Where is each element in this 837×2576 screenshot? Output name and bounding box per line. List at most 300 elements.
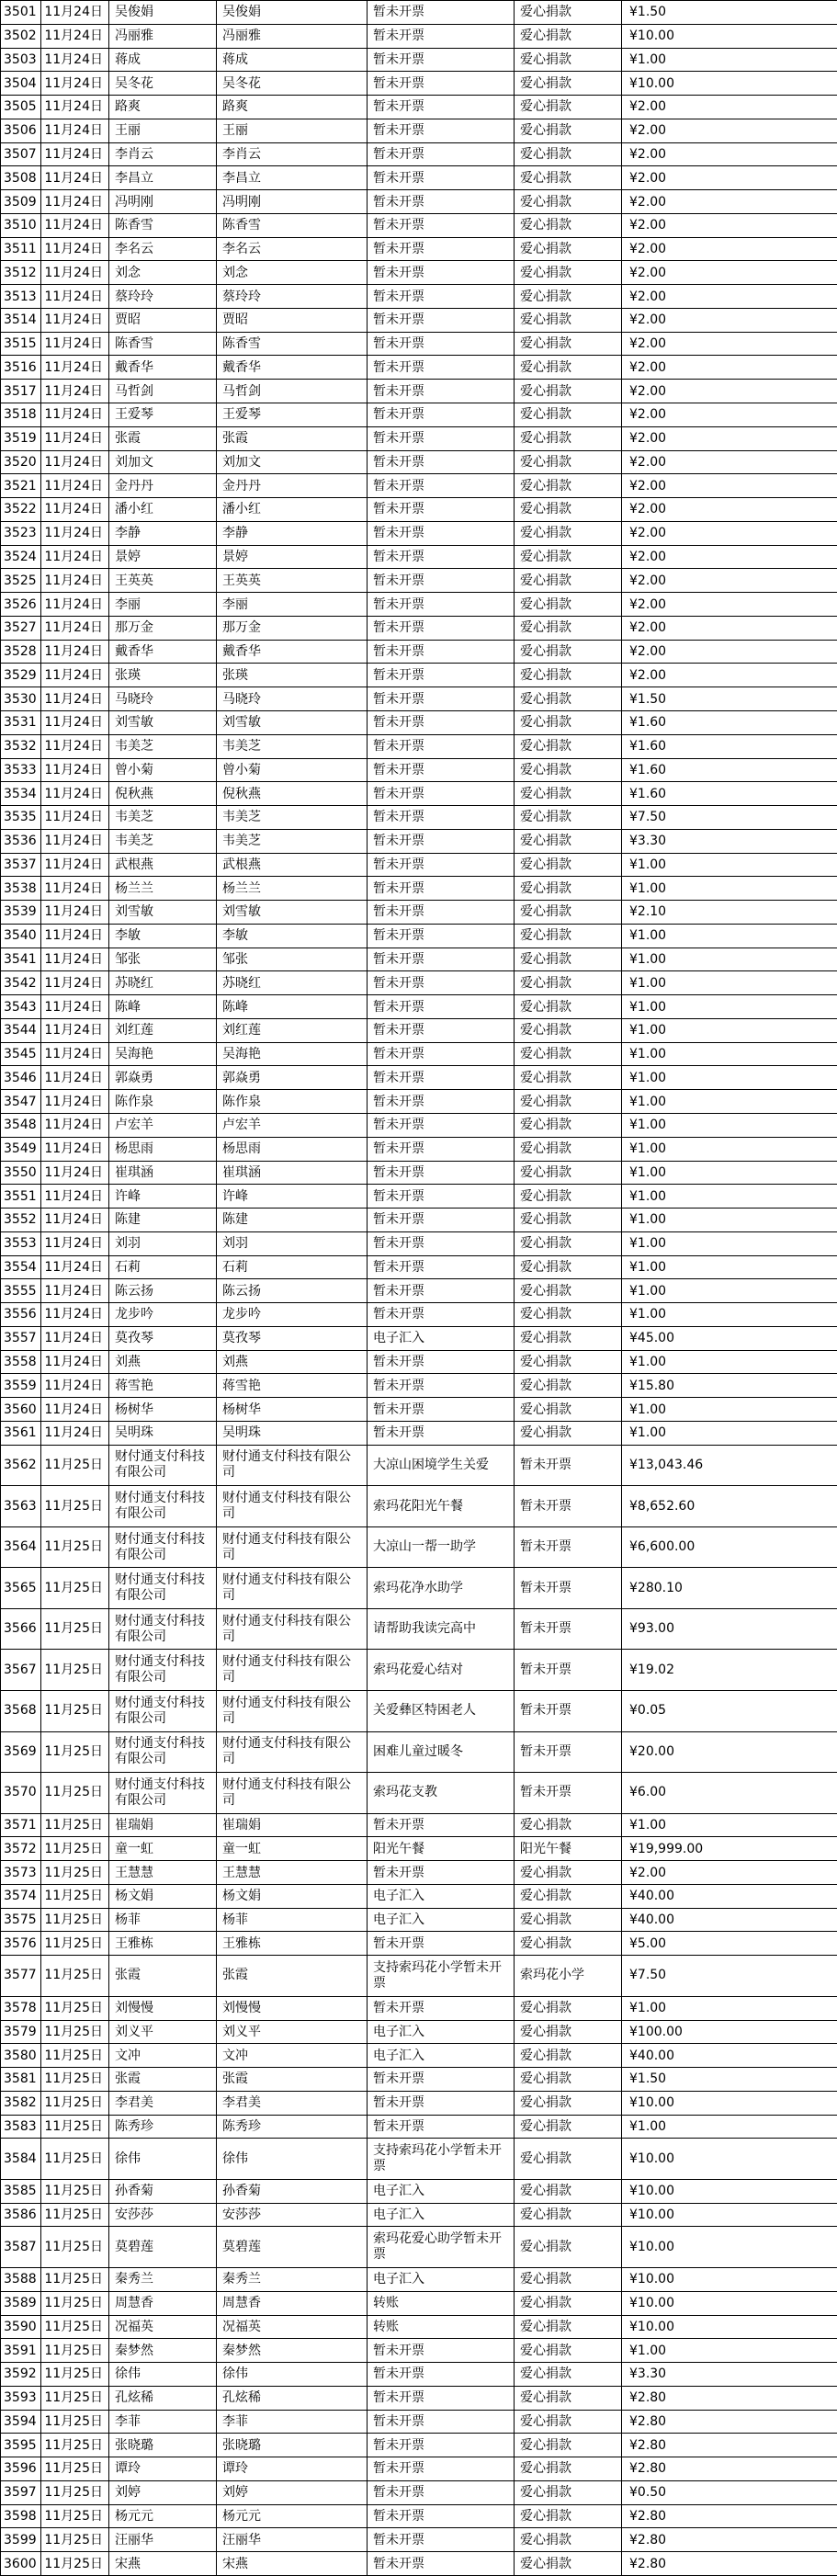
purpose-cell: 爱心捐款	[515, 285, 622, 309]
serial-number-cell: 3546	[1, 1066, 41, 1090]
serial-number-cell: 3558	[1, 1350, 41, 1374]
date-cell: 11月25日	[41, 1956, 109, 1997]
purpose-cell: 暂未开票	[515, 1486, 622, 1527]
purpose-cell: 爱心捐款	[515, 2068, 622, 2092]
amount-cell: ¥40.00	[622, 1884, 837, 1908]
invoice-status-cell: 暂未开票	[368, 1018, 515, 1042]
payer-name-cell: 王爱琴	[217, 403, 368, 427]
amount-cell: ¥2.00	[622, 308, 837, 332]
table-row	[1, 616, 837, 640]
invoice-status-cell: 暂未开票	[368, 2410, 515, 2434]
purpose-cell: 爱心捐款	[515, 308, 622, 332]
invoice-status-cell: 大凉山一帮一助学	[368, 1526, 515, 1568]
table-row	[1, 2386, 837, 2410]
invoice-status-cell: 暂未开票	[368, 901, 515, 925]
invoice-status-cell: 暂未开票	[368, 1861, 515, 1885]
date-cell: 11月24日	[41, 877, 109, 901]
invoice-status-cell: 电子汇入	[368, 1326, 515, 1350]
invoice-status-cell: 暂未开票	[368, 782, 515, 806]
purpose-cell: 爱心捐款	[515, 2267, 622, 2291]
amount-cell: ¥3.30	[622, 829, 837, 853]
serial-number-cell: 3549	[1, 1137, 41, 1161]
serial-number-cell: 3543	[1, 995, 41, 1019]
table-row	[1, 1042, 837, 1066]
donor-name-cell: 张瑛	[109, 664, 217, 687]
donor-name-cell: 韦美芝	[109, 806, 217, 830]
amount-cell: ¥8,652.60	[622, 1486, 837, 1527]
payer-name-cell: 安莎莎	[217, 2203, 368, 2227]
donor-name-cell: 秦梦然	[109, 2339, 217, 2363]
invoice-status-cell: 暂未开票	[368, 521, 515, 545]
serial-number-cell: 3589	[1, 2291, 41, 2315]
purpose-cell: 爱心捐款	[515, 72, 622, 96]
donor-name-cell: 孙香菊	[109, 2179, 217, 2203]
invoice-status-cell: 暂未开票	[368, 190, 515, 214]
donor-name-cell: 李敏	[109, 924, 217, 948]
table-row	[1, 1066, 837, 1090]
date-cell: 11月25日	[41, 2528, 109, 2552]
donor-name-cell: 陈峰	[109, 995, 217, 1019]
amount-cell: ¥1.00	[622, 1113, 837, 1137]
donor-name-cell: 文冲	[109, 2044, 217, 2068]
date-cell: 11月24日	[41, 1231, 109, 1255]
table-row	[1, 261, 837, 285]
serial-number-cell: 3583	[1, 2115, 41, 2139]
purpose-cell: 暂未开票	[515, 1568, 622, 1609]
serial-number-cell: 3518	[1, 403, 41, 427]
table-row	[1, 1018, 837, 1042]
table-row	[1, 237, 837, 261]
purpose-cell: 爱心捐款	[515, 2504, 622, 2528]
purpose-cell: 爱心捐款	[515, 1, 622, 25]
date-cell: 11月24日	[41, 1090, 109, 1114]
donor-name-cell: 蔡玲玲	[109, 285, 217, 309]
date-cell: 11月25日	[41, 1568, 109, 1609]
donor-name-cell: 张霞	[109, 426, 217, 450]
purpose-cell: 爱心捐款	[515, 1018, 622, 1042]
date-cell: 11月24日	[41, 971, 109, 995]
purpose-cell: 爱心捐款	[515, 2552, 622, 2576]
date-cell: 11月25日	[41, 1813, 109, 1837]
invoice-status-cell: 暂未开票	[368, 48, 515, 72]
invoice-status-cell: 暂未开票	[368, 356, 515, 380]
serial-number-cell: 3581	[1, 2068, 41, 2092]
purpose-cell: 爱心捐款	[515, 2339, 622, 2363]
amount-cell: ¥10.00	[622, 2267, 837, 2291]
purpose-cell: 爱心捐款	[515, 450, 622, 474]
purpose-cell: 爱心捐款	[515, 213, 622, 237]
ledger-body	[1, 1, 837, 2576]
serial-number-cell: 3538	[1, 877, 41, 901]
date-cell: 11月24日	[41, 640, 109, 664]
amount-cell: ¥2.80	[622, 2528, 837, 2552]
table-row	[1, 758, 837, 782]
table-row	[1, 1690, 837, 1731]
date-cell: 11月24日	[41, 1303, 109, 1327]
table-row	[1, 2203, 837, 2227]
purpose-cell: 爱心捐款	[515, 261, 622, 285]
invoice-status-cell: 暂未开票	[368, 545, 515, 569]
donor-name-cell: 韦美芝	[109, 829, 217, 853]
invoice-status-cell: 暂未开票	[368, 2434, 515, 2457]
invoice-status-cell: 暂未开票	[368, 1113, 515, 1137]
purpose-cell: 爱心捐款	[515, 1066, 622, 1090]
amount-cell: ¥7.50	[622, 806, 837, 830]
amount-cell: ¥5.00	[622, 1932, 837, 1956]
serial-number-cell: 3548	[1, 1113, 41, 1137]
amount-cell: ¥1.60	[622, 782, 837, 806]
serial-number-cell: 3517	[1, 380, 41, 403]
serial-number-cell: 3579	[1, 2020, 41, 2044]
donor-name-cell: 财付通支付科技有限公司	[109, 1445, 217, 1486]
invoice-status-cell: 暂未开票	[368, 1996, 515, 2020]
payer-name-cell: 韦美芝	[217, 806, 368, 830]
date-cell: 11月24日	[41, 1398, 109, 1422]
date-cell: 11月25日	[41, 1608, 109, 1650]
date-cell: 11月24日	[41, 901, 109, 925]
invoice-status-cell: 暂未开票	[368, 142, 515, 166]
date-cell: 11月25日	[41, 2227, 109, 2268]
serial-number-cell: 3507	[1, 142, 41, 166]
date-cell: 11月24日	[41, 1421, 109, 1445]
invoice-status-cell: 支持索玛花小学暂未开票	[368, 2139, 515, 2180]
invoice-status-cell: 暂未开票	[368, 1090, 515, 1114]
amount-cell: ¥19,999.00	[622, 1837, 837, 1861]
donor-name-cell: 徐伟	[109, 2363, 217, 2387]
date-cell: 11月25日	[41, 1908, 109, 1932]
serial-number-cell: 3576	[1, 1932, 41, 1956]
payer-name-cell: 孙香菊	[217, 2179, 368, 2203]
date-cell: 11月24日	[41, 710, 109, 734]
purpose-cell: 爱心捐款	[515, 1137, 622, 1161]
date-cell: 11月25日	[41, 2020, 109, 2044]
date-cell: 11月25日	[41, 2203, 109, 2227]
serial-number-cell: 3526	[1, 593, 41, 617]
purpose-cell: 爱心捐款	[515, 1421, 622, 1445]
payer-name-cell: 冯明刚	[217, 190, 368, 214]
serial-number-cell: 3553	[1, 1231, 41, 1255]
payer-name-cell: 财付通支付科技有限公司	[217, 1690, 368, 1731]
amount-cell: ¥1.00	[622, 1042, 837, 1066]
payer-name-cell: 文冲	[217, 2044, 368, 2068]
invoice-status-cell: 暂未开票	[368, 2339, 515, 2363]
amount-cell: ¥1.00	[622, 1421, 837, 1445]
date-cell: 11月24日	[41, 1374, 109, 1398]
donor-name-cell: 刘加文	[109, 450, 217, 474]
date-cell: 11月24日	[41, 545, 109, 569]
invoice-status-cell: 支持索玛花小学暂未开票	[368, 1956, 515, 1997]
donor-name-cell: 张晓璐	[109, 2434, 217, 2457]
serial-number-cell: 3554	[1, 1255, 41, 1279]
table-row	[1, 1161, 837, 1185]
payer-name-cell: 曾小菊	[217, 758, 368, 782]
invoice-status-cell: 转账	[368, 2315, 515, 2339]
invoice-status-cell: 索玛花爱心结对	[368, 1650, 515, 1691]
invoice-status-cell: 暂未开票	[368, 498, 515, 522]
invoice-status-cell: 暂未开票	[368, 971, 515, 995]
serial-number-cell: 3565	[1, 1568, 41, 1609]
payer-name-cell: 汪丽华	[217, 2528, 368, 2552]
table-row	[1, 640, 837, 664]
invoice-status-cell: 暂未开票	[368, 403, 515, 427]
purpose-cell: 爱心捐款	[515, 1279, 622, 1303]
table-row	[1, 948, 837, 971]
donor-name-cell: 苏晓红	[109, 971, 217, 995]
invoice-status-cell: 索玛花爱心助学暂未开票	[368, 2227, 515, 2268]
serial-number-cell: 3542	[1, 971, 41, 995]
payer-name-cell: 许峰	[217, 1185, 368, 1209]
table-row	[1, 1526, 837, 1568]
amount-cell: ¥1.60	[622, 758, 837, 782]
date-cell: 11月25日	[41, 1690, 109, 1731]
serial-number-cell: 3501	[1, 1, 41, 25]
serial-number-cell: 3506	[1, 119, 41, 142]
invoice-status-cell: 索玛花支教	[368, 1773, 515, 1814]
serial-number-cell: 3593	[1, 2386, 41, 2410]
serial-number-cell: 3535	[1, 806, 41, 830]
amount-cell: ¥2.80	[622, 2552, 837, 2576]
amount-cell: ¥2.00	[622, 96, 837, 119]
purpose-cell: 爱心捐款	[515, 2457, 622, 2481]
payer-name-cell: 陈建	[217, 1209, 368, 1232]
payer-name-cell: 那万金	[217, 616, 368, 640]
invoice-status-cell: 电子汇入	[368, 2020, 515, 2044]
donor-name-cell: 安莎莎	[109, 2203, 217, 2227]
table-row	[1, 380, 837, 403]
amount-cell: ¥15.80	[622, 1374, 837, 1398]
payer-name-cell: 金丹丹	[217, 474, 368, 498]
amount-cell: ¥100.00	[622, 2020, 837, 2044]
table-row	[1, 356, 837, 380]
date-cell: 11月25日	[41, 2291, 109, 2315]
invoice-status-cell: 暂未开票	[368, 2552, 515, 2576]
purpose-cell: 爱心捐款	[515, 687, 622, 711]
serial-number-cell: 3556	[1, 1303, 41, 1327]
date-cell: 11月24日	[41, 1018, 109, 1042]
date-cell: 11月25日	[41, 2115, 109, 2139]
amount-cell: ¥1.50	[622, 2068, 837, 2092]
purpose-cell: 爱心捐款	[515, 1996, 622, 2020]
payer-name-cell: 王丽	[217, 119, 368, 142]
table-row	[1, 901, 837, 925]
purpose-cell: 爱心捐款	[515, 2020, 622, 2044]
date-cell: 11月25日	[41, 2410, 109, 2434]
payer-name-cell: 马晓玲	[217, 687, 368, 711]
table-row	[1, 2044, 837, 2068]
payer-name-cell: 杨树华	[217, 1398, 368, 1422]
amount-cell: ¥2.00	[622, 403, 837, 427]
payer-name-cell: 张晓璐	[217, 2434, 368, 2457]
table-row	[1, 593, 837, 617]
donor-name-cell: 宋燕	[109, 2552, 217, 2576]
amount-cell: ¥2.00	[622, 142, 837, 166]
table-row	[1, 1398, 837, 1422]
payer-name-cell: 李敏	[217, 924, 368, 948]
serial-number-cell: 3534	[1, 782, 41, 806]
invoice-status-cell: 暂未开票	[368, 758, 515, 782]
amount-cell: ¥20.00	[622, 1731, 837, 1773]
purpose-cell: 爱心捐款	[515, 1161, 622, 1185]
serial-number-cell: 3551	[1, 1185, 41, 1209]
date-cell: 11月25日	[41, 1861, 109, 1885]
invoice-status-cell: 暂未开票	[368, 2504, 515, 2528]
serial-number-cell: 3528	[1, 640, 41, 664]
amount-cell: ¥10.00	[622, 2291, 837, 2315]
payer-name-cell: 张霞	[217, 426, 368, 450]
donor-name-cell: 刘慢慢	[109, 1996, 217, 2020]
donor-name-cell: 王爱琴	[109, 403, 217, 427]
payer-name-cell: 杨菲	[217, 1908, 368, 1932]
payer-name-cell: 财付通支付科技有限公司	[217, 1608, 368, 1650]
date-cell: 11月25日	[41, 1932, 109, 1956]
amount-cell: ¥2.00	[622, 450, 837, 474]
invoice-status-cell: 转账	[368, 2291, 515, 2315]
donor-name-cell: 李君美	[109, 2091, 217, 2115]
payer-name-cell: 徐伟	[217, 2363, 368, 2387]
purpose-cell: 爱心捐款	[515, 1374, 622, 1398]
donor-name-cell: 王英英	[109, 569, 217, 593]
table-row	[1, 474, 837, 498]
serial-number-cell: 3540	[1, 924, 41, 948]
purpose-cell: 暂未开票	[515, 1650, 622, 1691]
table-row	[1, 2291, 837, 2315]
invoice-status-cell: 困难儿童过暖冬	[368, 1731, 515, 1773]
serial-number-cell: 3519	[1, 426, 41, 450]
serial-number-cell: 3569	[1, 1731, 41, 1773]
serial-number-cell: 3520	[1, 450, 41, 474]
table-row	[1, 1813, 837, 1837]
purpose-cell: 爱心捐款	[515, 332, 622, 356]
table-row	[1, 2227, 837, 2268]
invoice-status-cell: 暂未开票	[368, 569, 515, 593]
date-cell: 11月24日	[41, 995, 109, 1019]
amount-cell: ¥2.00	[622, 380, 837, 403]
purpose-cell: 爱心捐款	[515, 2139, 622, 2180]
serial-number-cell: 3590	[1, 2315, 41, 2339]
payer-name-cell: 杨兰兰	[217, 877, 368, 901]
table-row	[1, 190, 837, 214]
donor-name-cell: 金丹丹	[109, 474, 217, 498]
donor-name-cell: 陈作泉	[109, 1090, 217, 1114]
amount-cell: ¥2.00	[622, 190, 837, 214]
table-row	[1, 1279, 837, 1303]
donor-name-cell: 李菲	[109, 2410, 217, 2434]
invoice-status-cell: 暂未开票	[368, 474, 515, 498]
payer-name-cell: 龙步吟	[217, 1303, 368, 1327]
date-cell: 11月24日	[41, 687, 109, 711]
purpose-cell: 爱心捐款	[515, 142, 622, 166]
invoice-status-cell: 暂未开票	[368, 924, 515, 948]
table-row	[1, 829, 837, 853]
invoice-status-cell: 索玛花净水助学	[368, 1568, 515, 1609]
amount-cell: ¥1.00	[622, 1813, 837, 1837]
donor-name-cell: 韦美芝	[109, 734, 217, 758]
payer-name-cell: 刘慢慢	[217, 1996, 368, 2020]
purpose-cell: 爱心捐款	[515, 48, 622, 72]
date-cell: 11月24日	[41, 1185, 109, 1209]
purpose-cell: 爱心捐款	[515, 710, 622, 734]
donor-name-cell: 童一虹	[109, 1837, 217, 1861]
date-cell: 11月24日	[41, 1113, 109, 1137]
date-cell: 11月24日	[41, 1161, 109, 1185]
purpose-cell: 爱心捐款	[515, 403, 622, 427]
purpose-cell: 爱心捐款	[515, 806, 622, 830]
donor-name-cell: 财付通支付科技有限公司	[109, 1526, 217, 1568]
invoice-status-cell: 暂未开票	[368, 213, 515, 237]
invoice-status-cell: 暂未开票	[368, 1279, 515, 1303]
payer-name-cell: 戴香华	[217, 640, 368, 664]
purpose-cell: 爱心捐款	[515, 1042, 622, 1066]
amount-cell: ¥2.00	[622, 498, 837, 522]
invoice-status-cell: 暂未开票	[368, 72, 515, 96]
purpose-cell: 爱心捐款	[515, 2528, 622, 2552]
serial-number-cell: 3600	[1, 2552, 41, 2576]
payer-name-cell: 吴海艳	[217, 1042, 368, 1066]
table-row	[1, 1608, 837, 1650]
payer-name-cell: 张霞	[217, 1956, 368, 1997]
donor-name-cell: 景婷	[109, 545, 217, 569]
invoice-status-cell: 电子汇入	[368, 1884, 515, 1908]
serial-number-cell: 3570	[1, 1773, 41, 1814]
date-cell: 11月24日	[41, 380, 109, 403]
date-cell: 11月24日	[41, 758, 109, 782]
payer-name-cell: 徐伟	[217, 2139, 368, 2180]
invoice-status-cell: 暂未开票	[368, 2386, 515, 2410]
amount-cell: ¥10.00	[622, 2203, 837, 2227]
serial-number-cell: 3561	[1, 1421, 41, 1445]
payer-name-cell: 吴明珠	[217, 1421, 368, 1445]
invoice-status-cell: 暂未开票	[368, 1, 515, 25]
amount-cell: ¥2.00	[622, 1861, 837, 1885]
table-row	[1, 142, 837, 166]
invoice-status-cell: 暂未开票	[368, 640, 515, 664]
serial-number-cell: 3563	[1, 1486, 41, 1527]
date-cell: 11月25日	[41, 2504, 109, 2528]
serial-number-cell: 3516	[1, 356, 41, 380]
serial-number-cell: 3521	[1, 474, 41, 498]
donor-name-cell: 杨文娟	[109, 1884, 217, 1908]
payer-name-cell: 李丽	[217, 593, 368, 617]
table-row	[1, 1956, 837, 1997]
payer-name-cell: 郭焱勇	[217, 1066, 368, 1090]
date-cell: 11月24日	[41, 1042, 109, 1066]
serial-number-cell: 3552	[1, 1209, 41, 1232]
donor-name-cell: 财付通支付科技有限公司	[109, 1486, 217, 1527]
purpose-cell: 爱心捐款	[515, 24, 622, 48]
amount-cell: ¥7.50	[622, 1956, 837, 1997]
table-row	[1, 2115, 837, 2139]
invoice-status-cell: 电子汇入	[368, 2044, 515, 2068]
donor-name-cell: 况福英	[109, 2315, 217, 2339]
donor-name-cell: 吴俊娟	[109, 1, 217, 25]
date-cell: 11月24日	[41, 285, 109, 309]
invoice-status-cell: 暂未开票	[368, 1303, 515, 1327]
serial-number-cell: 3555	[1, 1279, 41, 1303]
payer-name-cell: 周慧香	[217, 2291, 368, 2315]
date-cell: 11月25日	[41, 2552, 109, 2576]
serial-number-cell: 3509	[1, 190, 41, 214]
payer-name-cell: 莫碧莲	[217, 2227, 368, 2268]
table-row	[1, 1350, 837, 1374]
payer-name-cell: 王英英	[217, 569, 368, 593]
purpose-cell: 暂未开票	[515, 1608, 622, 1650]
table-row	[1, 1837, 837, 1861]
table-row	[1, 2339, 837, 2363]
date-cell: 11月25日	[41, 2139, 109, 2180]
purpose-cell: 爱心捐款	[515, 1932, 622, 1956]
amount-cell: ¥2.00	[622, 521, 837, 545]
date-cell: 11月25日	[41, 2339, 109, 2363]
